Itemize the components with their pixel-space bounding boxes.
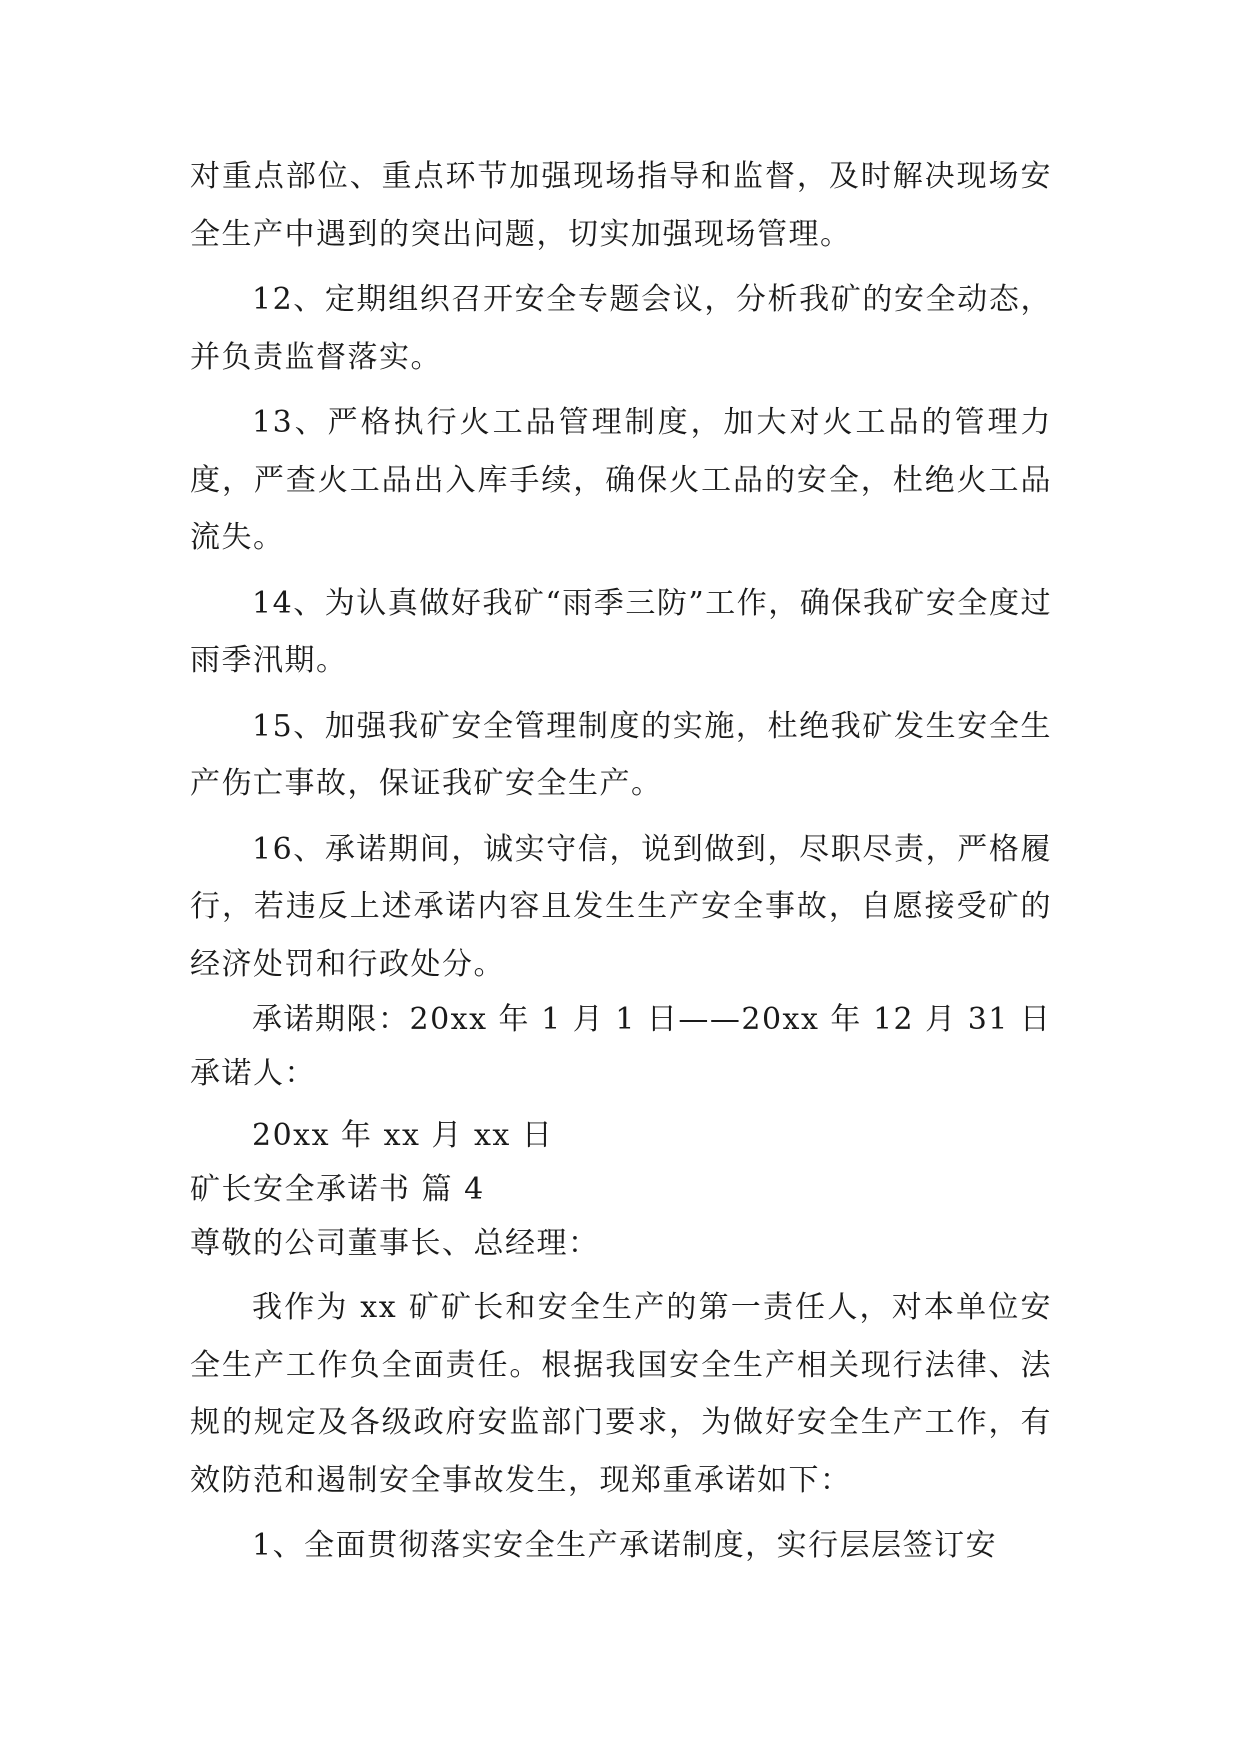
signature-date: 20xx 年 xx 月 xx 日 (252, 1118, 554, 1153)
paragraph-item-12: 12、定期组织召开安全专题会议，分析我矿的安全动态，并负责监督落实。 (190, 282, 1052, 375)
paragraph-item-14: 14、为认真做好我矿“雨季三防”工作，确保我矿安全度过雨季汛期。 (190, 585, 1052, 678)
salutation: 尊敬的公司董事长、总经理： (190, 1226, 600, 1261)
paragraph-item-15: 15、加强我矿安全管理制度的实施，杜绝我矿发生安全生产伤亡事故，保证我矿安全生产。 (190, 708, 1052, 801)
paragraph-item-16: 16、承诺期间，诚实守信，说到做到，尽职尽责，严格履行，若违反上述承诺内容且发生生产安全事故，自愿接受矿的经济处罚和行政处分。 (190, 831, 1052, 982)
paragraph-item-13: 13、严格执行火工品管理制度，加大对火工品的管理力度，严查火工品出入库手续，确保火工品的安全，杜绝火工品流失。 (190, 405, 1052, 555)
paragraph-continuation: 对重点部位、重点环节加强现场指导和监督，及时解决现场安全生产中遇到的突出问题，切实加强现场管理。 (190, 159, 1052, 252)
paragraph-intro: 我作为 xx 矿矿长和安全生产的第一责任人，对本单位安全生产工作负全面责任。根据我国安全生产相关现行法律、法规的规定及各级政府安监部门要求，为做好安全生产工作，有效防范和遏制安全事故发生，现郑重承诺如下： (190, 1290, 1052, 1498)
section-title: 矿长安全承诺书 篇 4 (190, 1172, 485, 1207)
document-body (190, 148, 1052, 1575)
commitment-term: 承诺期限：20xx 年 1 月 1 日——20xx 年 12 月 31 日 (252, 1002, 1052, 1037)
paragraph-item-1: 1、全面贯彻落实安全生产承诺制度，实行层层签订安 (252, 1528, 998, 1563)
signer-label: 承诺人： (190, 1056, 316, 1091)
